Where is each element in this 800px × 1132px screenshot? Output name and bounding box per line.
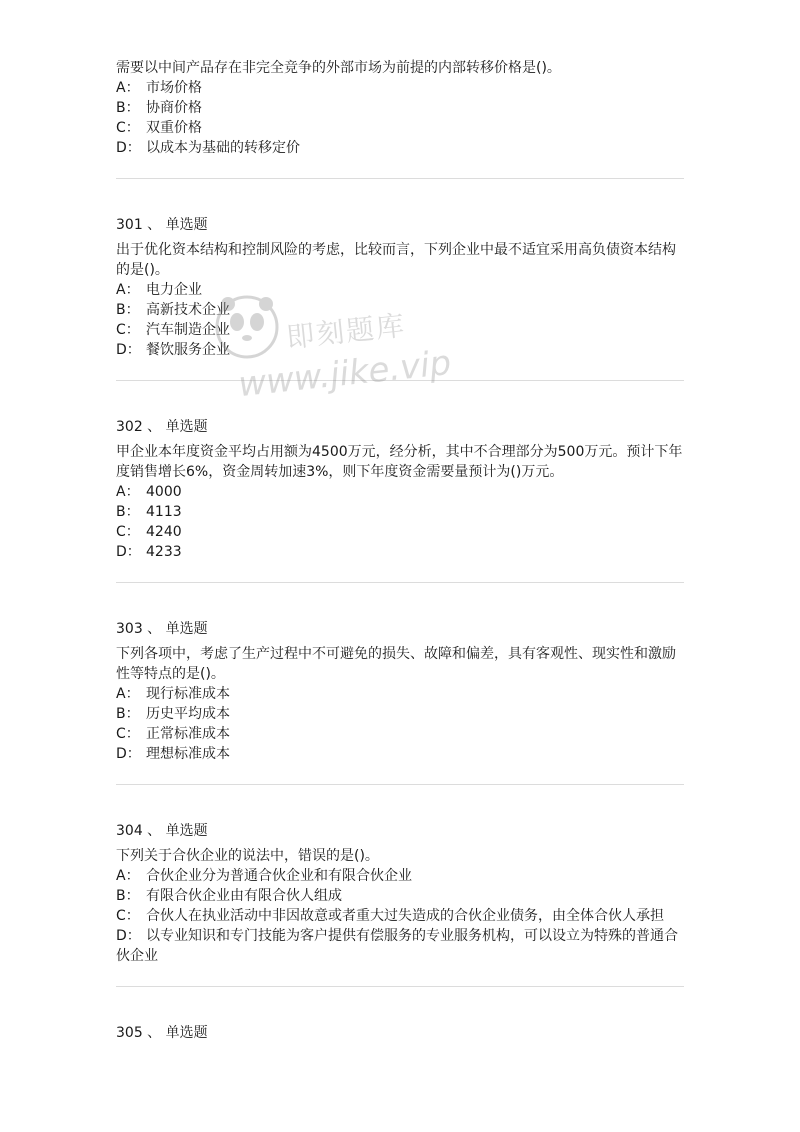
option-text: 以专业知识和专门技能为客户提供有偿服务的专业服务机构，可以设立为特殊的普通合伙企业 [116,928,678,964]
option-letter: B： [116,888,140,904]
option-d [116,744,684,764]
option-text: 市场价格 [146,80,202,96]
option-letter: D： [116,928,141,944]
option-letter: C： [116,322,140,338]
option-text: 协商价格 [146,100,202,116]
option-letter: C： [116,726,140,742]
question-header: 305 、 单选题 [116,1025,208,1041]
question-block-301 [116,215,684,381]
option-a [116,280,684,300]
option-text: 4233 [146,544,182,560]
question-header: 302 、 单选题 [116,419,208,435]
option-letter: B： [116,302,140,318]
option-letter: A： [116,282,140,298]
option-a [116,482,684,502]
option-text: 正常标准成本 [146,726,230,742]
option-text: 合伙企业分为普通合伙企业和有限合伙企业 [146,868,412,884]
option-letter: D： [116,746,141,762]
question-block-303 [116,619,684,785]
watermark-brand-text: 即刻题库 [284,308,408,355]
question-stem: 甲企业本年度资金平均占用额为4500万元，经分析，其中不合理部分为500万元。预计下年度销售增长6%，资金周转加速3%，则下年度资金需要量预计为()万元。 [116,444,683,480]
question-block-intro [116,58,684,179]
question-header: 304 、 单选题 [116,823,208,839]
option-text: 4240 [146,524,182,540]
question-stem: 需要以中间产品存在非完全竞争的外部市场为前提的内部转移价格是()。 [116,60,561,76]
option-b [116,886,684,906]
question-header: 303 、 单选题 [116,621,208,637]
question-stem: 出于优化资本结构和控制风险的考虑，比较而言，下列企业中最不适宜采用高负债资本结构的是()。 [116,242,676,278]
option-letter: D： [116,342,141,358]
watermark-url-text: www.jike.vip [236,342,454,406]
section-divider [116,784,684,785]
option-letter: A： [116,484,140,500]
option-b [116,300,684,320]
option-text: 4113 [146,504,182,520]
question-header: 301 、 单选题 [116,217,208,233]
option-text: 双重价格 [146,120,202,136]
option-letter: A： [116,686,140,702]
option-a [116,684,684,704]
option-c [116,320,684,340]
option-letter: C： [116,524,140,540]
question-stem: 下列各项中，考虑了生产过程中不可避免的损失、故障和偏差，具有客观性、现实性和激励性等特点的是()。 [116,646,676,682]
section-divider [116,178,684,179]
question-stem: 下列关于合伙企业的说法中，错误的是()。 [116,848,379,864]
option-letter: B： [116,504,140,520]
option-letter: B： [116,100,140,116]
question-block-305 [116,1023,684,1043]
option-d [116,340,684,360]
option-b [116,502,684,522]
option-b [116,98,684,118]
question-block-304 [116,821,684,987]
option-a [116,78,684,98]
option-text: 现行标准成本 [146,686,230,702]
option-b [116,704,684,724]
document-page [116,58,684,1048]
option-letter: B： [116,706,140,722]
option-text: 电力企业 [146,282,202,298]
option-a [116,866,684,886]
option-text: 高新技术企业 [146,302,230,318]
option-letter: C： [116,120,140,136]
section-divider [116,986,684,987]
section-divider [116,380,684,381]
option-text: 4000 [146,484,182,500]
section-divider [116,582,684,583]
option-text: 理想标准成本 [146,746,230,762]
option-d [116,138,684,158]
option-c [116,906,684,926]
option-letter: C： [116,908,140,924]
option-d [116,542,684,562]
option-c [116,724,684,744]
option-letter: A： [116,80,140,96]
option-c [116,522,684,542]
question-block-302 [116,417,684,583]
option-d [116,926,684,966]
option-text: 历史平均成本 [146,706,230,722]
option-text: 餐饮服务企业 [146,342,230,358]
option-letter: D： [116,140,141,156]
option-text: 汽车制造企业 [146,322,230,338]
option-text: 以成本为基础的转移定价 [146,140,300,156]
option-letter: A： [116,868,140,884]
option-c [116,118,684,138]
option-text: 有限合伙企业由有限合伙人组成 [146,888,342,904]
option-text: 合伙人在执业活动中非因故意或者重大过失造成的合伙企业债务，由全体合伙人承担 [146,908,664,924]
option-letter: D： [116,544,141,560]
